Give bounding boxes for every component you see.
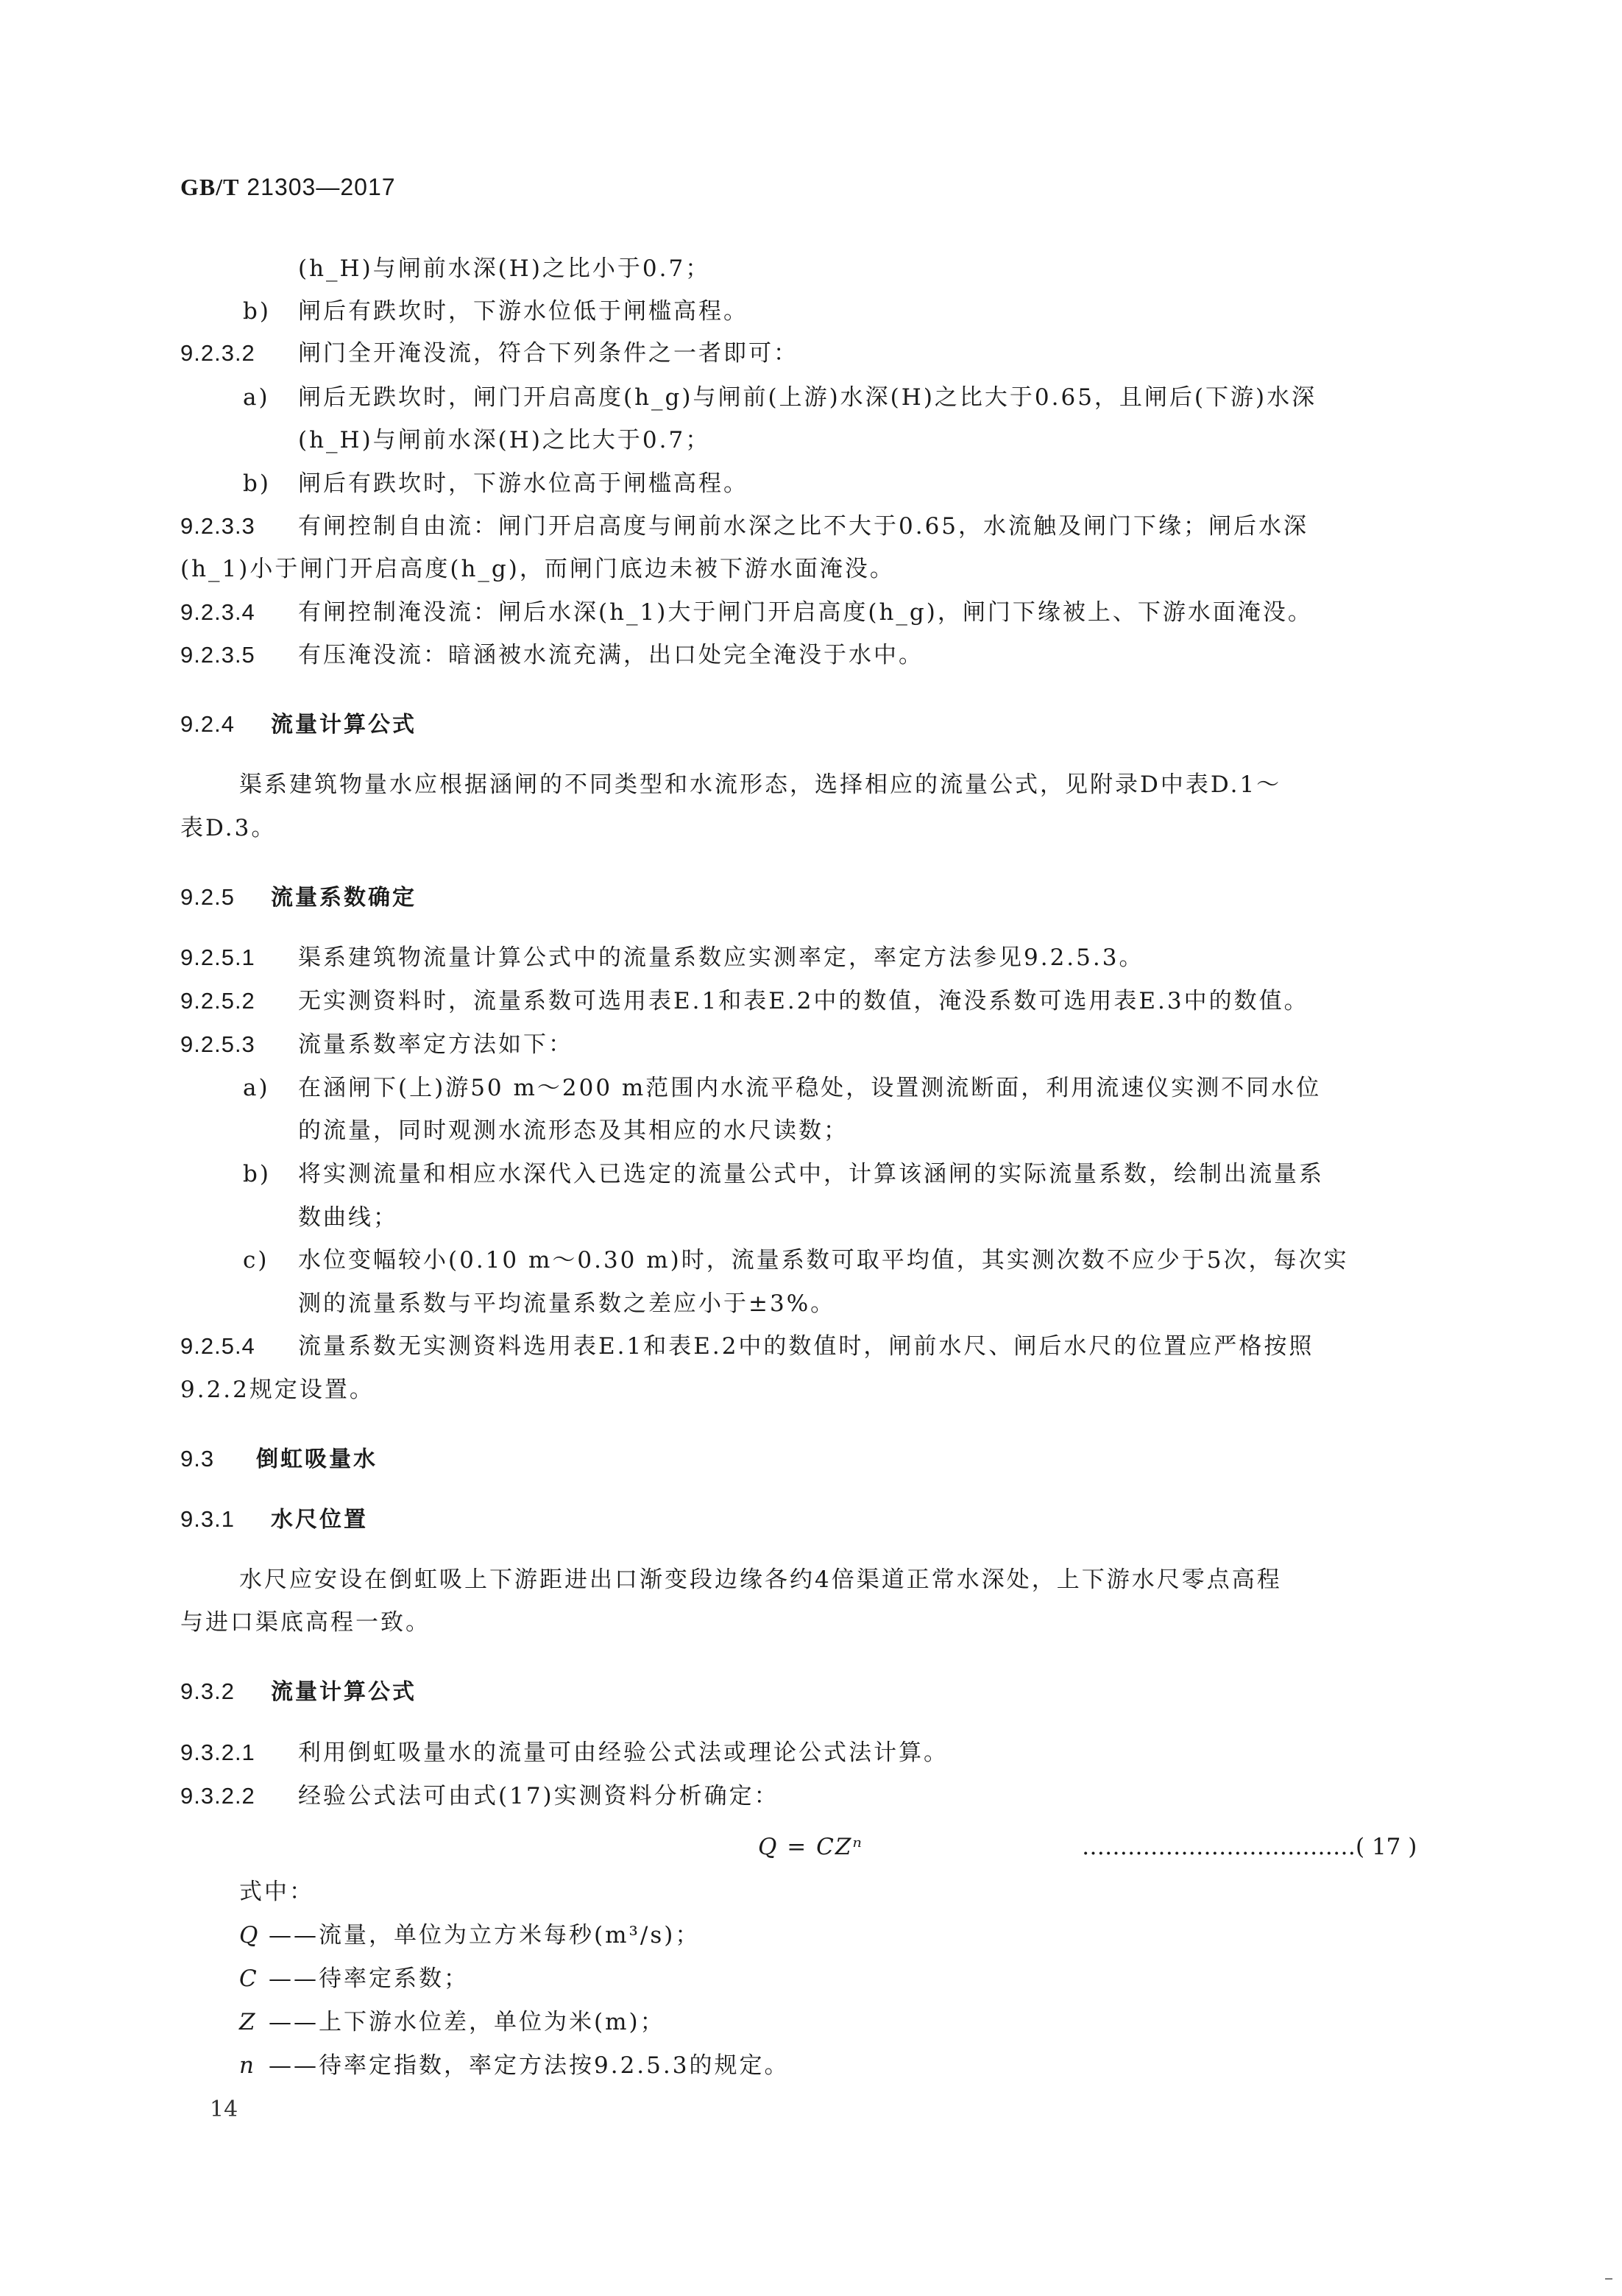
where-intro: 式中： bbox=[239, 1879, 314, 1905]
clause-text: 渠系建筑物流量计算公式中的流量系数应实测率定，率定方法参见9.2.5.3。 bbox=[298, 944, 1144, 971]
clause-text: 流量系数无实测资料选用表E.1和表E.2中的数值时，闸前水尺、闸后水尺的位置应严格按照 bbox=[298, 1333, 1314, 1360]
clause-number: 9.2.5.1 bbox=[180, 944, 255, 970]
standard-number: 21303—2017 bbox=[247, 174, 396, 200]
text-line bbox=[243, 1073, 1321, 1103]
list-item-text: 将实测流量和相应水深代入已选定的流量公式中，计算该涵闸的实际流量系数，绘制出流量系 bbox=[298, 1161, 1324, 1187]
clause-number: 9.2.5.3 bbox=[180, 1031, 255, 1057]
clause-text: 有压淹没流：暗涵被水流充满，出口处完全淹没于水中。 bbox=[298, 642, 924, 668]
formula-leader bbox=[1082, 1832, 1417, 1862]
clause-text: 有闸控制自由流：闸门开启高度与闸前水深之比不大于0.65，水流触及闸门下缘；闸后水深 bbox=[298, 513, 1309, 540]
text-line bbox=[180, 1332, 1314, 1361]
clause-text: 有闸控制淹没流：闸后水深(h_1)大于闸门开启高度(h_g)，闸门下缘被上、下游水面淹没。 bbox=[298, 599, 1313, 626]
text-line bbox=[180, 640, 924, 670]
formula-leader-dots: ……………………………… bbox=[1082, 1834, 1356, 1860]
where-description: ——上下游水位差，单位为米(m)； bbox=[269, 2009, 665, 2035]
text-line bbox=[243, 1246, 1348, 1275]
text-line: 测的流量系数与平均流量系数之差应小于±3%。 bbox=[298, 1290, 836, 1317]
standard-code bbox=[180, 174, 396, 201]
where-symbol: Z bbox=[239, 2009, 258, 2035]
section-number: 9.2.4 bbox=[180, 711, 235, 737]
list-item-text: 水位变幅较小(0.10 m～0.30 m)时，流量系数可取平均值，其实测次数不应少于5次，每次实 bbox=[298, 1247, 1349, 1274]
where-symbol: n bbox=[239, 2052, 256, 2079]
clause-text: 流量系数率定方法如下： bbox=[298, 1031, 573, 1058]
section-heading: 流量计算公式 bbox=[271, 712, 417, 738]
text-line bbox=[243, 469, 748, 498]
clause-number: 9.2.3.2 bbox=[180, 340, 255, 366]
text-line: 表D.3。 bbox=[180, 815, 277, 841]
where-description: ——流量，单位为立方米每秒(m³/s)； bbox=[269, 1922, 701, 1949]
where-item bbox=[239, 2051, 789, 2080]
list-item-label: a) bbox=[243, 384, 270, 411]
text-line bbox=[243, 383, 1317, 412]
clause-number: 9.2.5.2 bbox=[180, 988, 255, 1014]
clause-text: 经验公式法可由式(17)实测资料分析确定： bbox=[298, 1783, 779, 1809]
clause-number: 9.2.3.4 bbox=[180, 599, 255, 625]
clause-number: 9.3.2.2 bbox=[180, 1783, 255, 1809]
text-line bbox=[180, 1030, 573, 1059]
clause-number: 9.2.5.4 bbox=[180, 1333, 255, 1359]
text-line bbox=[180, 986, 1309, 1016]
text-line bbox=[180, 1444, 378, 1474]
list-item-text: 闸后无跌坎时，闸门开启高度(h_g)与闸前(上游)水深(H)之比大于0.65，且闸后(下游)水深 bbox=[298, 384, 1317, 411]
text-line bbox=[180, 943, 1144, 972]
where-description: ——待率定系数； bbox=[269, 1965, 469, 1992]
where-symbol: C bbox=[239, 1965, 259, 1992]
corner-mark: – bbox=[1604, 2267, 1613, 2288]
text-line: 9.2.2规定设置。 bbox=[180, 1377, 375, 1403]
section-number: 9.2.5 bbox=[180, 884, 235, 910]
list-item-label: b) bbox=[243, 298, 271, 325]
text-line bbox=[180, 339, 798, 368]
clause-text: 利用倒虹吸量水的流量可由经验公式法或理论公式法计算。 bbox=[298, 1739, 949, 1766]
section-heading: 流量系数确定 bbox=[271, 885, 417, 911]
formula-expression: Q = CZⁿ bbox=[758, 1834, 863, 1860]
text-line bbox=[180, 710, 417, 740]
page-number: 14 bbox=[210, 2097, 238, 2122]
text-line: (h_H)与闸前水深(H)之比小于0.7； bbox=[298, 255, 711, 282]
text-line: 渠系建筑物量水应根据涵闸的不同类型和水流形态，选择相应的流量公式，见附录D中表D.1～ bbox=[239, 771, 1282, 798]
text-line: 与进口渠底高程一致。 bbox=[180, 1609, 431, 1636]
text-line: (h_H)与闸前水深(H)之比大于0.7； bbox=[298, 427, 711, 453]
list-item-label: c) bbox=[243, 1247, 269, 1274]
section-heading: 流量计算公式 bbox=[271, 1679, 417, 1705]
formula bbox=[758, 1832, 863, 1862]
text-line: (h_1)小于闸门开启高度(h_g)，而闸门底边未被下游水面淹没。 bbox=[180, 556, 895, 582]
section-number: 9.3.2 bbox=[180, 1678, 235, 1704]
text-line bbox=[180, 1677, 417, 1707]
section-heading: 倒虹吸量水 bbox=[256, 1447, 378, 1472]
text-line bbox=[180, 598, 1313, 627]
section-heading: 水尺位置 bbox=[271, 1507, 368, 1533]
where-item bbox=[239, 1964, 469, 1993]
clause-number: 9.2.3.5 bbox=[180, 642, 255, 668]
text-line: 数曲线； bbox=[298, 1204, 398, 1231]
where-symbol: Q bbox=[239, 1922, 261, 1949]
text-line: 水尺应安设在倒虹吸上下游距进出口渐变段边缘各约4倍渠道正常水深处，上下游水尺零点高程 bbox=[239, 1566, 1282, 1593]
section-number: 9.3 bbox=[180, 1446, 215, 1472]
list-item-text: 闸后有跌坎时，下游水位低于闸槛高程。 bbox=[298, 298, 748, 325]
text-line bbox=[180, 1781, 779, 1811]
where-item bbox=[239, 1921, 700, 1950]
text-line bbox=[243, 297, 748, 326]
formula-number: ( 17 ) bbox=[1356, 1834, 1417, 1860]
where-description: ——待率定指数，率定方法按9.2.5.3的规定。 bbox=[269, 2052, 790, 2079]
list-item-label: a) bbox=[243, 1075, 270, 1101]
list-item-text: 闸后有跌坎时，下游水位高于闸槛高程。 bbox=[298, 470, 748, 497]
list-item-label: b) bbox=[243, 1161, 271, 1187]
text-line: 的流量，同时观测水流形态及其相应的水尺读数； bbox=[298, 1117, 849, 1144]
text-line bbox=[180, 1505, 368, 1535]
clause-text: 无实测资料时，流量系数可选用表E.1和表E.2中的数值，淹没系数可选用表E.3中的数值。 bbox=[298, 988, 1309, 1014]
list-item-label: b) bbox=[243, 470, 271, 497]
section-number: 9.3.1 bbox=[180, 1506, 235, 1532]
standard-prefix: GB/T bbox=[180, 174, 240, 200]
text-line bbox=[180, 512, 1308, 541]
clause-number: 9.3.2.1 bbox=[180, 1739, 255, 1765]
clause-number: 9.2.3.3 bbox=[180, 513, 255, 539]
where-item bbox=[239, 2007, 665, 2037]
text-line bbox=[180, 1738, 949, 1767]
text-line bbox=[180, 883, 417, 913]
list-item-text: 在涵闸下(上)游50 m～200 m范围内水流平稳处，设置测流断面，利用流速仪实测不同水位 bbox=[298, 1075, 1322, 1101]
text-line bbox=[243, 1159, 1324, 1189]
clause-text: 闸门全开淹没流，符合下列条件之一者即可： bbox=[298, 340, 798, 367]
